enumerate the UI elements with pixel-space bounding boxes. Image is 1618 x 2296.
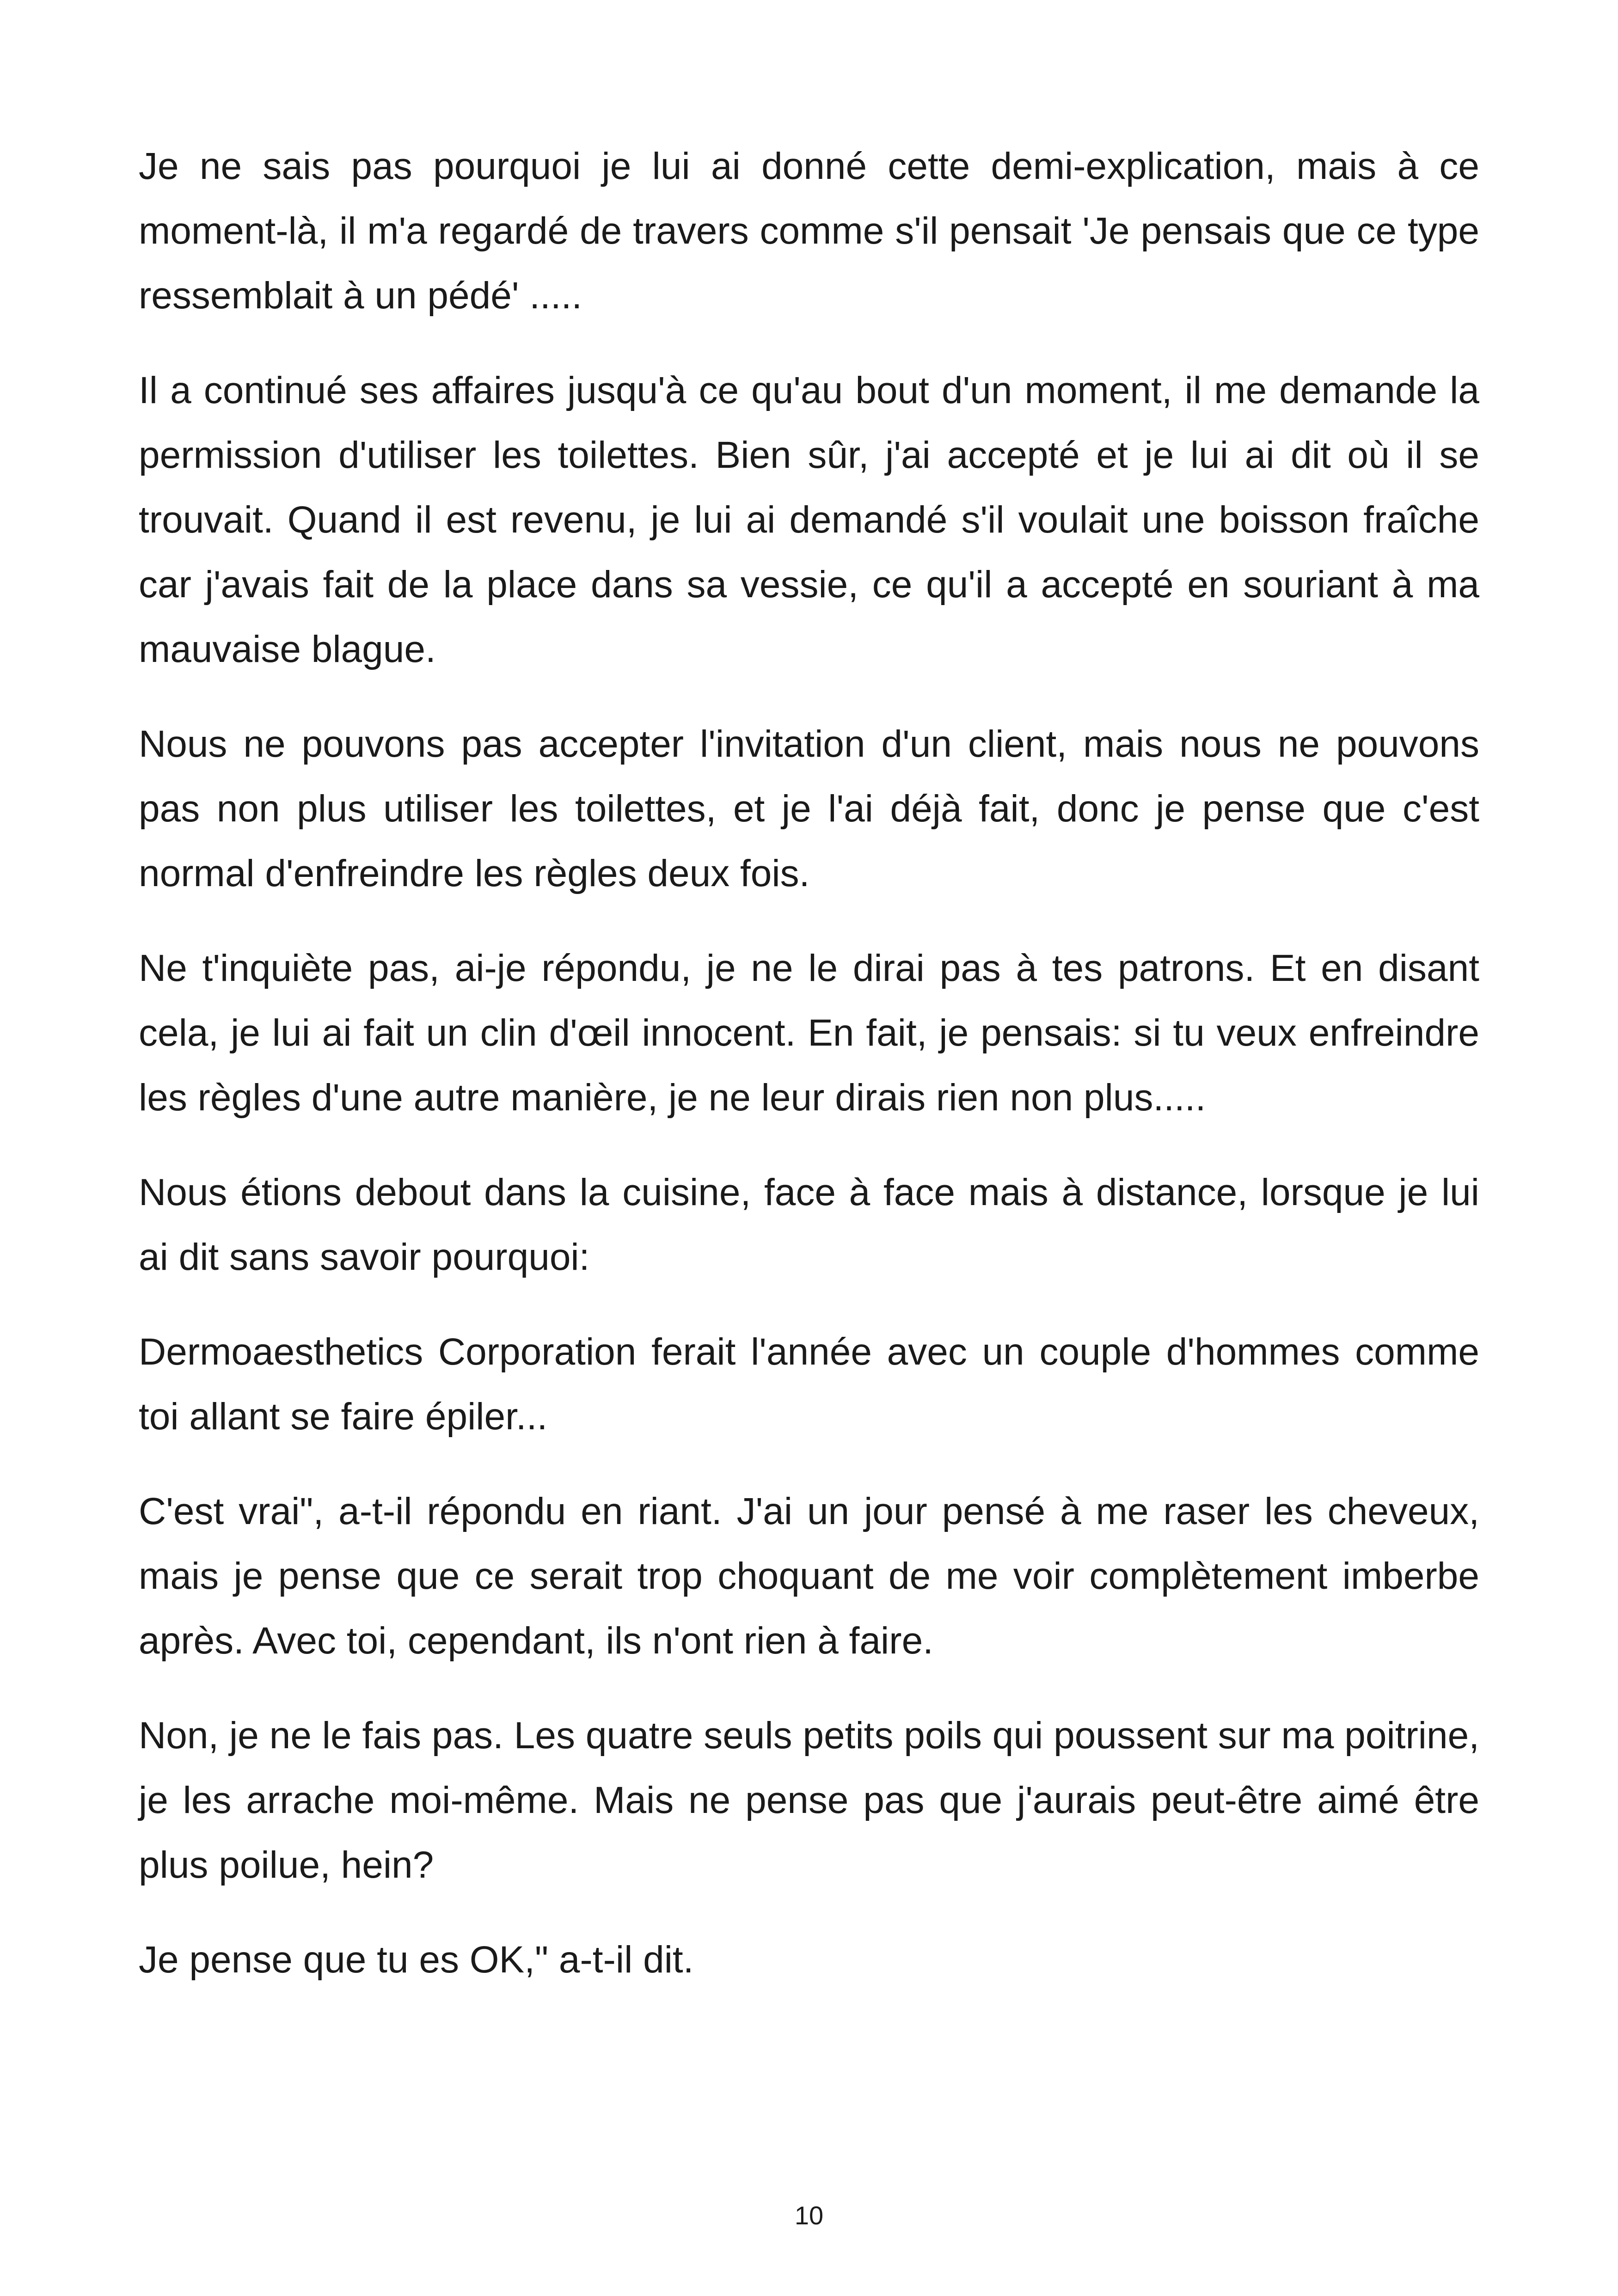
paragraph: Je pense que tu es OK," a-t-il dit. xyxy=(139,1939,694,1981)
paragraph: C'est vrai", a-t-il répondu en riant. J'ai un jour pensé à me raser les cheveux, mais je pense que ce serait trop choquant de me voir complètement imberbe après. Avec toi, cependant, ils n'ont rien à faire. xyxy=(139,1490,1479,1662)
body-text xyxy=(139,134,1479,2022)
paragraph: Non, je ne le fais pas. Les quatre seuls petits poils qui poussent sur ma poitrine, je les arrache moi-même. Mais ne pense pas que j'aurais peut-être aimé être plus poilue, hein? xyxy=(139,1714,1479,1886)
page-number: 10 xyxy=(794,2201,824,2230)
paragraph: Ne t'inquiète pas, ai-je répondu, je ne le dirai pas à tes patrons. Et en disant cela, je lui ai fait un clin d'œil innocent. En fait, je pensais: si tu veux enfreindre les règles d'une autre manière, je ne leur dirais rien non plus..... xyxy=(139,947,1479,1119)
paragraph: Nous ne pouvons pas accepter l'invitation d'un client, mais nous ne pouvons pas non plus utiliser les toilettes, et je l'ai déjà fait, donc je pense que c'est normal d'enfreindre les règles deux fois. xyxy=(139,723,1479,894)
paragraph: Il a continué ses affaires jusqu'à ce qu'au bout d'un moment, il me demande la permission d'utiliser les toilettes. Bien sûr, j'ai accepté et je lui ai dit où il se trouvait. Quand il est revenu, je lui ai demandé s'il voulait une boisson fraîche car j'avais fait de la place dans sa vessie, ce qu'il a accepté en souriant à ma mauvaise blague. xyxy=(139,369,1479,670)
paragraph: Je ne sais pas pourquoi je lui ai donné cette demi-explication, mais à ce moment-là, il m'a regardé de travers comme s'il pensait 'Je pensais que ce type ressemblait à un pédé' ..... xyxy=(139,145,1479,317)
paragraph: Nous étions debout dans la cuisine, face à face mais à distance, lorsque je lui ai dit sans savoir pourquoi: xyxy=(139,1171,1479,1278)
paragraph: Dermoaesthetics Corporation ferait l'année avec un couple d'hommes comme toi allant se faire épiler... xyxy=(139,1331,1479,1438)
